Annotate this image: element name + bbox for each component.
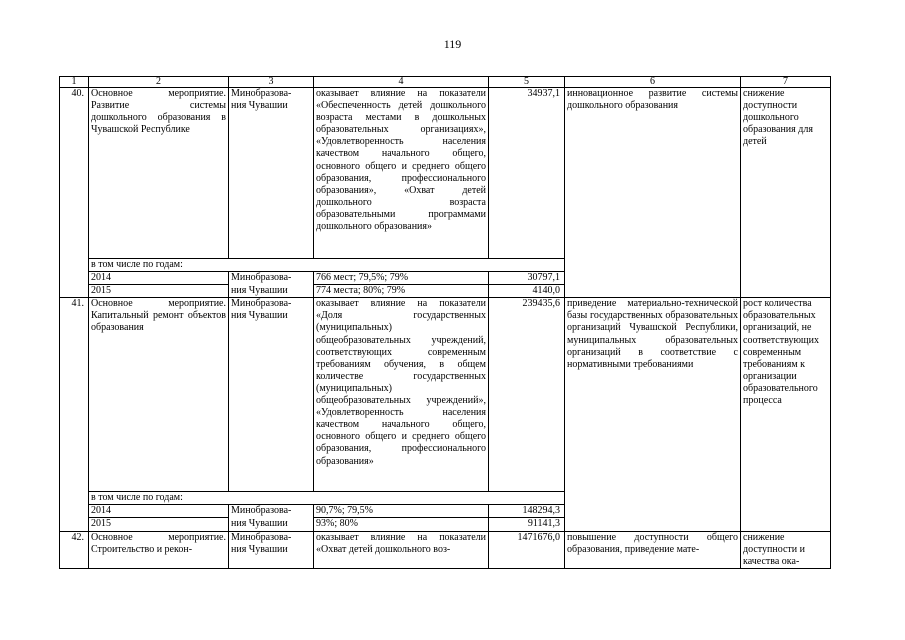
row-number: 40.	[60, 88, 89, 298]
amount-cell: 1471676,0	[489, 531, 565, 568]
header-cell: 6	[565, 77, 741, 88]
executor-cell: ния Чувашии	[229, 285, 314, 298]
amount-cell: 148294,3	[489, 505, 565, 518]
activity-cell: Основное мероприятие. Капитальный ремонт объектов образования	[89, 298, 229, 492]
activity-cell: Основное мероприятие. Строительство и рекон-	[89, 531, 229, 568]
header-cell: 2	[89, 77, 229, 88]
executor-cell: ния Чувашии	[229, 518, 314, 531]
indicators-cell: оказывает влияние на показатели «Обеспеченность детей дошкольного возраста местами в дошкольных образовательных организациях», «Удовлетворенность населения качеством начального общего, основного общего и среднего общего образования, профессионального образования», «Охват детей дошкольного возраста образовательными программами дошкольного образования»	[314, 88, 489, 259]
amount-cell: 34937,1	[489, 88, 565, 259]
executor-cell: Минобразова-	[229, 272, 314, 285]
executor-cell: Минобразова-	[229, 505, 314, 518]
consequence-cell: рост количества образовательных организаций, не соответствующих современным требованиям к организации образовательного процесса	[741, 298, 831, 531]
measures-table	[59, 76, 831, 569]
consequence-cell: снижение доступности дошкольного образования для детей	[741, 88, 831, 298]
year-cell: 2014	[89, 272, 229, 285]
result-cell: повышение доступности общего образования, приведение мате-	[565, 531, 741, 568]
executor-cell: Минобразова- ния Чувашии	[229, 531, 314, 568]
row-number: 41.	[60, 298, 89, 531]
header-cell: 4	[314, 77, 489, 88]
executor-cell: Минобразова- ния Чувашии	[229, 298, 314, 492]
result-cell: инновационное развитие системы дошкольного образования	[565, 88, 741, 298]
values-cell: 766 мест; 79,5%; 79%	[314, 272, 489, 285]
year-cell: 2014	[89, 505, 229, 518]
values-cell: 774 места; 80%; 79%	[314, 285, 489, 298]
amount-cell: 91141,3	[489, 518, 565, 531]
consequence-cell: снижение доступности и качества ока-	[741, 531, 831, 568]
indicators-cell: оказывает влияние на показатели «Доля государственных (муниципальных) общеобразовательных учреждений, соответствующих современным требованиям обучения, в общем количестве государственных (муниципальных) общеобразовательных учреждений», «Удовлетворенность населения качеством начального общего, основного общего и среднего общего образования, профессионального образования»	[314, 298, 489, 492]
header-cell: 1	[60, 77, 89, 88]
amount-cell: 239435,6	[489, 298, 565, 492]
activity-cell: Основное мероприятие. Развитие системы дошкольного образования в Чувашской Республике	[89, 88, 229, 259]
table-row	[60, 88, 831, 259]
year-cell: 2015	[89, 518, 229, 531]
header-cell: 5	[489, 77, 565, 88]
header-cell: 3	[229, 77, 314, 88]
amount-cell: 4140,0	[489, 285, 565, 298]
row-number: 42.	[60, 531, 89, 568]
header-cell: 7	[741, 77, 831, 88]
result-cell: приведение материально-технической базы государственных образовательных организаций Чувашской Республики, муниципальных образовательных организаций в соответствие с нормативными требованиями	[565, 298, 741, 531]
amount-cell: 30797,1	[489, 272, 565, 285]
years-label: в том числе по годам:	[89, 259, 565, 272]
page-number: 119	[443, 37, 462, 51]
table-row	[60, 298, 831, 492]
executor-cell: Минобразова- ния Чувашии	[229, 88, 314, 259]
table-row	[60, 531, 831, 568]
years-label: в том числе по годам:	[89, 492, 565, 505]
values-cell: 93%; 80%	[314, 518, 489, 531]
indicators-cell: оказывает влияние на показатели «Охват детей дошкольного воз-	[314, 531, 489, 568]
table-header-row	[60, 77, 831, 88]
values-cell: 90,7%; 79,5%	[314, 505, 489, 518]
year-cell: 2015	[89, 285, 229, 298]
